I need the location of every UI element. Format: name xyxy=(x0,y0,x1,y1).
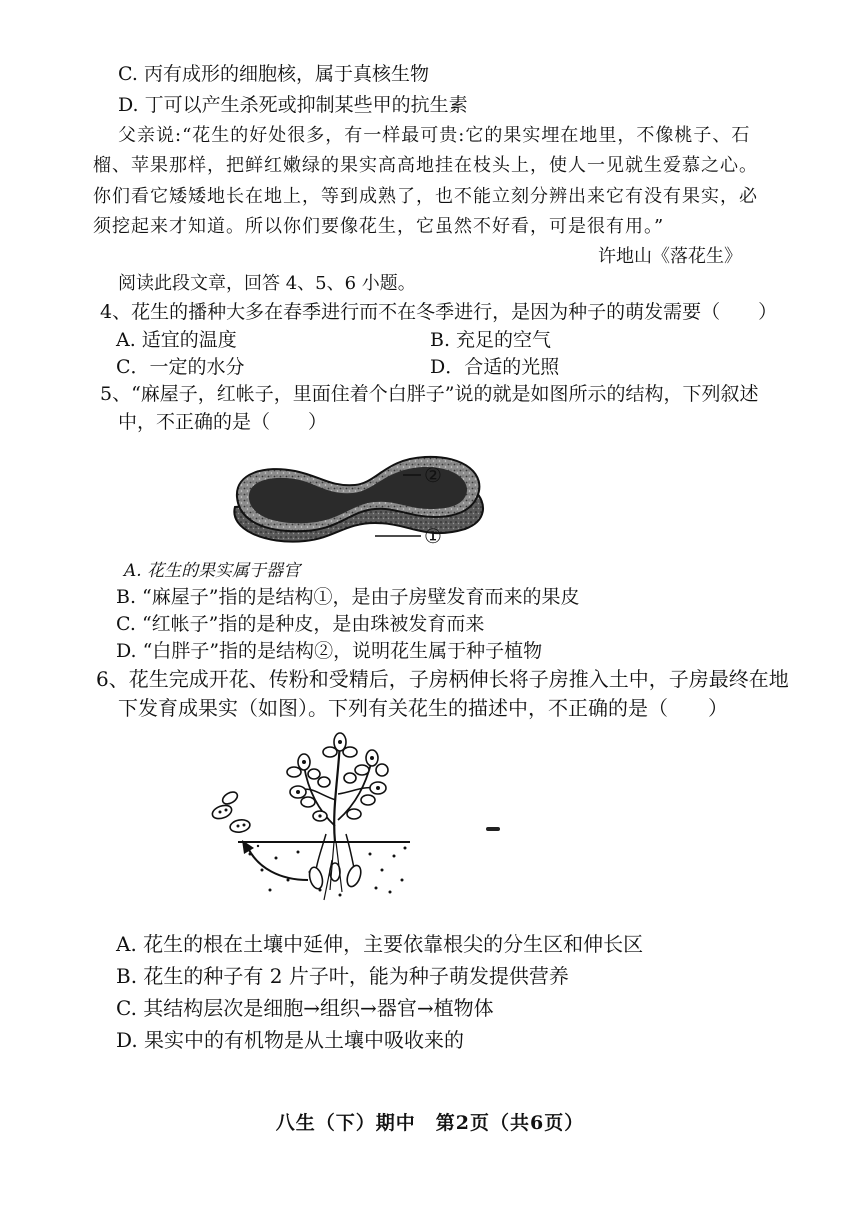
passage-author: 许地山《落花生》 xyxy=(598,246,742,267)
passage-line-1: 父亲说:“花生的好处很多，有一样最可贵:它的果实埋在地里，不像桃子、石 xyxy=(118,125,751,146)
figure-label-2: ② xyxy=(424,463,442,487)
q5-option-c: C. “红帐子”指的是种皮，是由珠被发育而来 xyxy=(116,613,485,635)
figure-label-1: ① xyxy=(424,524,442,548)
peanut-shell-figure xyxy=(225,445,485,555)
reading-instruction: 阅读此段文章，回答 4、5、6 小题。 xyxy=(118,273,416,294)
q5-option-b: B. “麻屋子”指的是结构①，是由子房壁发育而来的果皮 xyxy=(116,586,580,608)
q5-stem-line-1: 5、“麻屋子，红帐子，里面住着个白胖子”说的就是如图所示的结构，下列叙述 xyxy=(100,383,759,405)
q6-stem-line-1: 6、花生完成开花、传粉和受精后，子房柄伸长将子房推入土中，子房最终在地 xyxy=(96,667,789,691)
passage-line-4: 须挖起来才知道。所以你们要像花生，它虽然不好看，可是很有用。” xyxy=(93,216,665,237)
q5-option-d: D. “白胖子”指的是结构②，说明花生属于种子植物 xyxy=(116,640,543,662)
q6-option-c: C. 其结构层次是细胞→组织→器官→植物体 xyxy=(116,996,494,1020)
passage-line-2: 榴、苹果那样，把鲜红嫩绿的果实高高地挂在枝头上，使人一见就生爱慕之心。 xyxy=(93,155,758,176)
q6-option-d: D. 果实中的有机物是从土壤中吸收来的 xyxy=(116,1028,465,1052)
q5-option-a: A. 花生的果实属于器官 xyxy=(124,561,301,581)
q6-option-a: A. 花生的根在土壤中延伸，主要依靠根尖的分生区和伸长区 xyxy=(116,932,644,956)
print-mark xyxy=(486,827,500,831)
q5-stem-line-2: 中，不正确的是（ ） xyxy=(118,411,328,433)
q6-option-b: B. 花生的种子有 2 片子叶，能为种子萌发提供营养 xyxy=(116,964,569,988)
page-footer: 八生（下）期中 第2页（共6页） xyxy=(275,1112,585,1134)
q6-stem-line-2: 下发育成果实（如图）。下列有关花生的描述中，不正确的是（ ） xyxy=(118,696,728,720)
passage-line-3: 你们看它矮矮地长在地上，等到成熟了，也不能立刻分辨出来它有没有果实，必 xyxy=(93,186,758,207)
q4-option-d: D．合适的光照 xyxy=(430,356,560,378)
q4-option-a: A. 适宜的温度 xyxy=(116,329,237,351)
peanut-plant-figure xyxy=(200,730,420,910)
q3-option-c: C. 丙有成形的细胞核，属于真核生物 xyxy=(118,63,429,85)
q3-option-d: D. 丁可以产生杀死或抑制某些甲的抗生素 xyxy=(118,94,468,116)
q4-option-b: B. 充足的空气 xyxy=(430,329,552,351)
q4-stem: 4、花生的播种大多在春季进行而不在冬季进行，是因为种子的萌发需要（ ） xyxy=(100,301,778,323)
q4-option-c: C．一定的水分 xyxy=(116,356,245,378)
